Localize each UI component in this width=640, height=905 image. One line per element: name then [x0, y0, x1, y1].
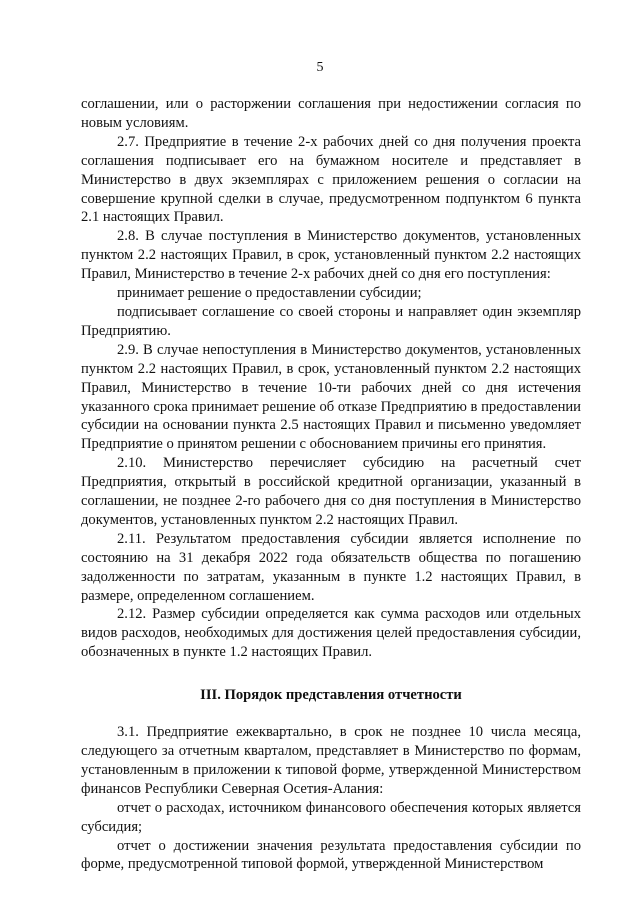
paragraph: соглашении, или о расторжении соглашения при недостижении согласия по новым условиям. — [81, 96, 581, 131]
paragraph: отчет о расходах, источником финансового обеспечения которых является субсидия; — [81, 799, 581, 835]
paragraph: 2.9. В случае непоступления в Министерство документов, установленных пунктом 2.2 настоящих Правил, в срок, установленный пунктом 2.2 настоящих Правил, Министерство в течение 10-ти рабочих дней со дня истечения указанного срока принимает решение об отказе Предприятию в предоставлении субсидии на основании пункта 2.5 настоящих Правил и письменно уведомляет Предприятие о принятом решении с обоснованием причины его принятия. — [81, 341, 581, 453]
document-body — [81, 95, 581, 874]
paragraph: 3.1. Предприятие ежеквартально, в срок не позднее 10 числа месяца, следующего за отчетным кварталом, представляет в Министерство по формам, установленным в приложении к типовой форме, утвержденной Министерством финансов Республики Северная Осетия-Алания: — [81, 724, 581, 797]
section-two-text — [81, 95, 581, 662]
paragraph: принимает решение о предоставлении субсидии; — [117, 285, 422, 302]
paragraph: отчет о достижении значения результата предоставления субсидии по форме, предусмотренной типовой формой, утвержденной Министерством — [81, 837, 581, 873]
page-number: 5 — [316, 60, 324, 75]
paragraph: 2.11. Результатом предоставления субсидии является исполнение по состоянию на 31 декабря 2022 года обязательств общества по погашению задолженности по затратам, указанным в пункте 1.2 настоящих Правил, в размере, определенном соглашением. — [81, 530, 581, 604]
section-heading: III. Порядок представления отчетности — [200, 687, 462, 704]
paragraph: 2.12. Размер субсидии определяется как сумма расходов или отдельных видов расходов, необходимых для достижения целей предоставления субсидии, обозначенных в пункте 1.2 настоящих Правил. — [81, 606, 581, 661]
section-three-text — [81, 723, 581, 874]
paragraph: 2.7. Предприятие в течение 2-х рабочих дней со дня получения проекта соглашения подписывает его на бумажном носителе и представляет в Министерство в двух экземплярах с приложением решения о согласии на совершение крупной сделки в случае, предусмотренном подпунктом 6 пункта 2.1 настоящих Правил. — [81, 133, 581, 226]
paragraph: подписывает соглашение со своей стороны и направляет один экземпляр Предприятию. — [81, 303, 581, 339]
paragraph: 2.8. В случае поступления в Министерство документов, установленных пунктом 2.2 настоящих Правил, в срок, установленный пунктом 2.2 настоящих Правил, Министерство в течение 2-х рабочих дней со дня его поступления: — [81, 228, 581, 283]
paragraph: 2.10. Министерство перечисляет субсидию на расчетный счет Предприятия, открытый в российской кредитной организации, указанный в соглашении, не позднее 2-го рабочего дня со дня поступления в Министерство документов, установленных пунктом 2.2 настоящих Правил. — [81, 455, 581, 528]
